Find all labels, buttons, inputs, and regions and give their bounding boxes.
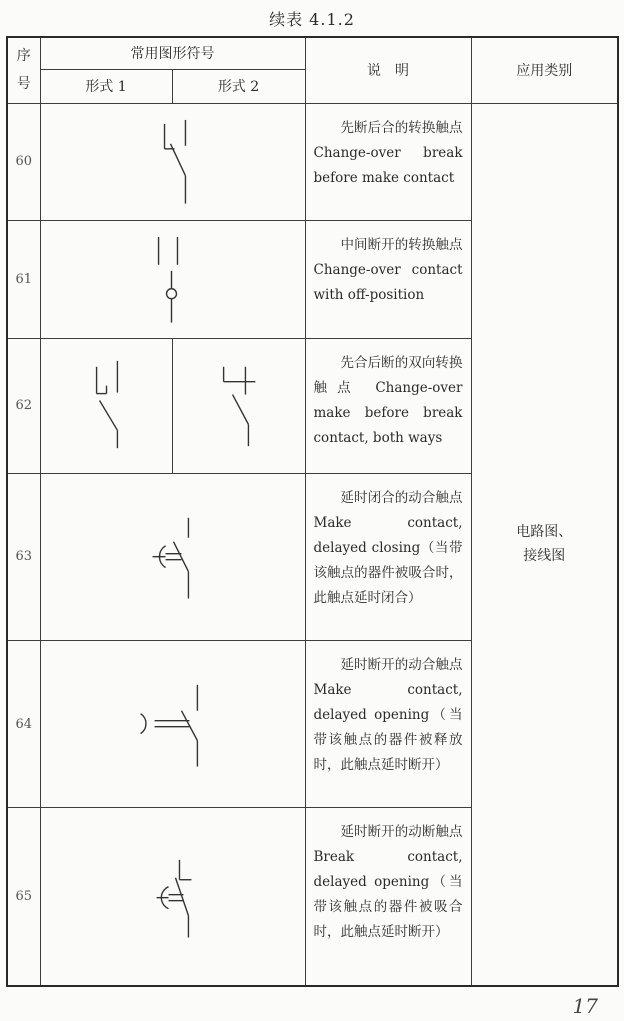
page-number: 17 (572, 994, 598, 1018)
form2-header: 形式 2 (172, 69, 305, 103)
row-number: 65 (7, 808, 40, 986)
description-cell (305, 221, 471, 339)
category-header: 应用类别 (471, 37, 618, 103)
category-cell (471, 103, 618, 986)
symbol-make-contact-delayed-opening (40, 640, 305, 807)
seq-header-line2: 号 (16, 76, 31, 93)
description-text: 中间断开的转换触点 Change-over contact with off-position (313, 237, 463, 304)
symbols-group-header: 常用图形符号 (40, 37, 305, 69)
table-caption: 续表 4.1.2 (269, 10, 355, 29)
description-text: 延时闭合的动合触点 Make contact, delayed closing（当带该触点的器件被吸合时，此触点延时闭合） (313, 489, 463, 606)
category-text: 电路图、接线图 (516, 524, 573, 565)
seq-header (7, 37, 40, 103)
symbol-make-before-break-form2 (172, 338, 305, 473)
symbol-make-before-break-form1 (40, 338, 172, 473)
description-cell (305, 640, 471, 807)
description-text: 延时断开的动断触点 Break contact, delayed opening（当带该触点的器件被吸合时，此触点延时断开） (313, 824, 463, 941)
make-contact-delayed-closing-symbol (41, 474, 305, 640)
make-before-break-form1-symbol (41, 339, 172, 473)
description-header: 说 明 (305, 37, 471, 103)
break-contact-delayed-opening-symbol (41, 808, 305, 984)
symbol-changeover-off-position (40, 221, 305, 339)
form1-header: 形式 1 (40, 69, 172, 103)
seq-header-line1: 序 (16, 48, 31, 65)
symbol-changeover-break-before-make (40, 103, 305, 221)
row-number: 64 (7, 640, 40, 807)
description-text: 先断后合的转换触点 Change-over break before make contact (313, 119, 463, 186)
symbol-break-contact-delayed-opening (40, 808, 305, 986)
symbol-make-contact-delayed-closing (40, 473, 305, 640)
row-number: 63 (7, 473, 40, 640)
make-before-break-form2-symbol (173, 339, 305, 473)
description-cell (305, 338, 471, 473)
description-cell (305, 808, 471, 986)
description-cell (305, 473, 471, 640)
changeover-off-position-symbol (41, 221, 305, 338)
row-number: 60 (7, 103, 40, 221)
description-text: 延时断开的动合触点 Make contact, delayed opening（当带该触点的器件被释放时，此触点延时断开） (313, 656, 463, 773)
symbol-table (6, 36, 619, 987)
description-cell (305, 103, 471, 221)
row-number: 62 (7, 338, 40, 473)
row-number: 61 (7, 221, 40, 339)
description-text: 先合后断的双向转换触点 Change-over make before break contact, both ways (313, 354, 463, 446)
changeover-break-before-make-symbol (41, 104, 305, 221)
make-contact-delayed-opening-symbol (41, 641, 305, 807)
